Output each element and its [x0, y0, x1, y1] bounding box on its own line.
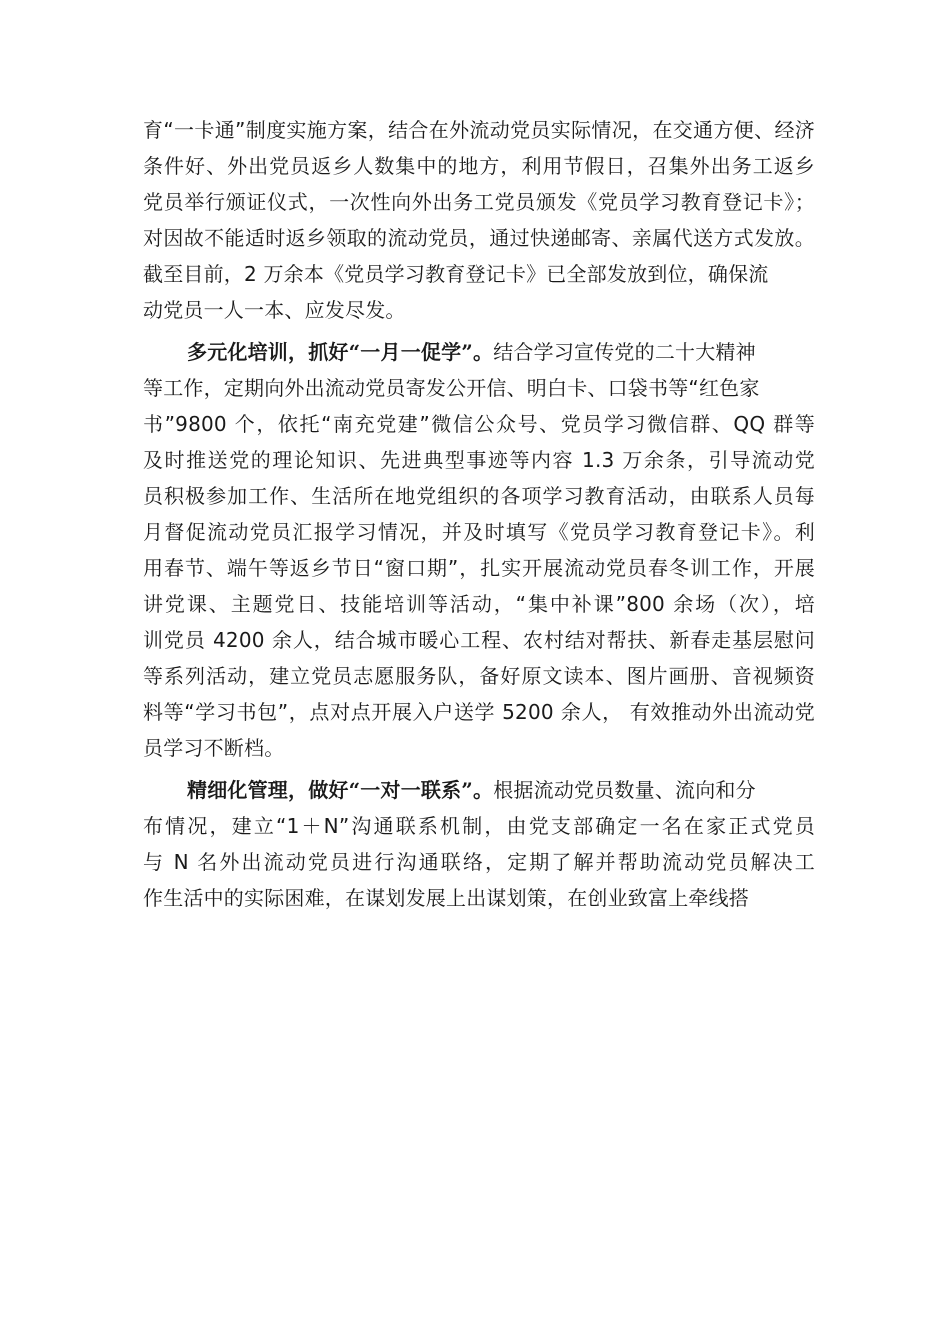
- text-line: 布情况，建立“1＋N”沟通联系机制，由党支部确定一名在家正式党员: [143, 814, 815, 838]
- text-line: 训党员 4200 余人，结合城市暖心工程、农村结对帮扶、新春走基层慰问: [143, 628, 815, 652]
- paragraph-first-line: [143, 772, 815, 808]
- text-line: 料等“学习书包”，点对点开展入户送学 5200 余人， 有效推动外出流动党: [143, 700, 815, 724]
- paragraph-heading: 精细化管理，做好“一对一联系”。: [187, 778, 494, 802]
- text-line: 截至目前，2 万余本《党员学习教育登记卡》已全部发放到位，确保流: [143, 262, 769, 286]
- paragraph-3: [143, 772, 815, 916]
- text-line: 用春节、端午等返乡节日“窗口期”，扎实开展流动党员春冬训工作，开展: [143, 556, 815, 580]
- text-line: 及时推送党的理论知识、先进典型事迹等内容 1.3 万余条，引导流动党: [143, 448, 815, 472]
- text-line: 等系列活动，建立党员志愿服务队，备好原文读本、图片画册、音视频资: [143, 664, 815, 688]
- text-run: 结合学习宣传党的二十大精神: [493, 340, 756, 364]
- text-line: 与 N 名外出流动党员进行沟通联络，定期了解并帮助流动党员解决工: [143, 850, 815, 874]
- text-line: 员学习不断档。: [143, 736, 285, 760]
- text-line: 等工作，定期向外出流动党员寄发公开信、明白卡、口袋书等“红色家: [143, 376, 760, 400]
- text-line: 讲党课、主题党日、技能培训等活动，“集中补课”800 余场（次），培: [143, 592, 815, 616]
- paragraph-2: [143, 334, 815, 766]
- text-line: 书”9800 个，依托“南充党建”微信公众号、党员学习微信群、QQ 群等: [143, 412, 815, 436]
- text-run: 根据流动党员数量、流向和分: [493, 778, 756, 802]
- paragraph-first-line: [143, 334, 815, 370]
- text-line: 月督促流动党员汇报学习情况，并及时填写《党员学习教育登记卡》。利: [143, 520, 815, 544]
- text-line: 育“一卡通”制度实施方案，结合在外流动党员实际情况，在交通方便、经济: [143, 118, 815, 142]
- text-line: 员积极参加工作、生活所在地党组织的各项学习教育活动，由联系人员每: [143, 484, 815, 508]
- text-line: 动党员一人一本、应发尽发。: [143, 298, 406, 322]
- paragraph-1: [143, 112, 815, 328]
- text-line: 作生活中的实际困难，在谋划发展上出谋划策，在创业致富上牵线搭: [143, 886, 749, 910]
- document-page: [143, 112, 815, 916]
- paragraph-heading: 多元化培训，抓好“一月一促学”。: [187, 340, 494, 364]
- text-line: 党员举行颁证仪式，一次性向外出务工党员颁发《党员学习教育登记卡》；: [143, 190, 815, 214]
- text-line: 条件好、外出党员返乡人数集中的地方，利用节假日，召集外出务工返乡: [143, 154, 815, 178]
- text-line: 对因故不能适时返乡领取的流动党员，通过快递邮寄、亲属代送方式发放。: [143, 226, 815, 250]
